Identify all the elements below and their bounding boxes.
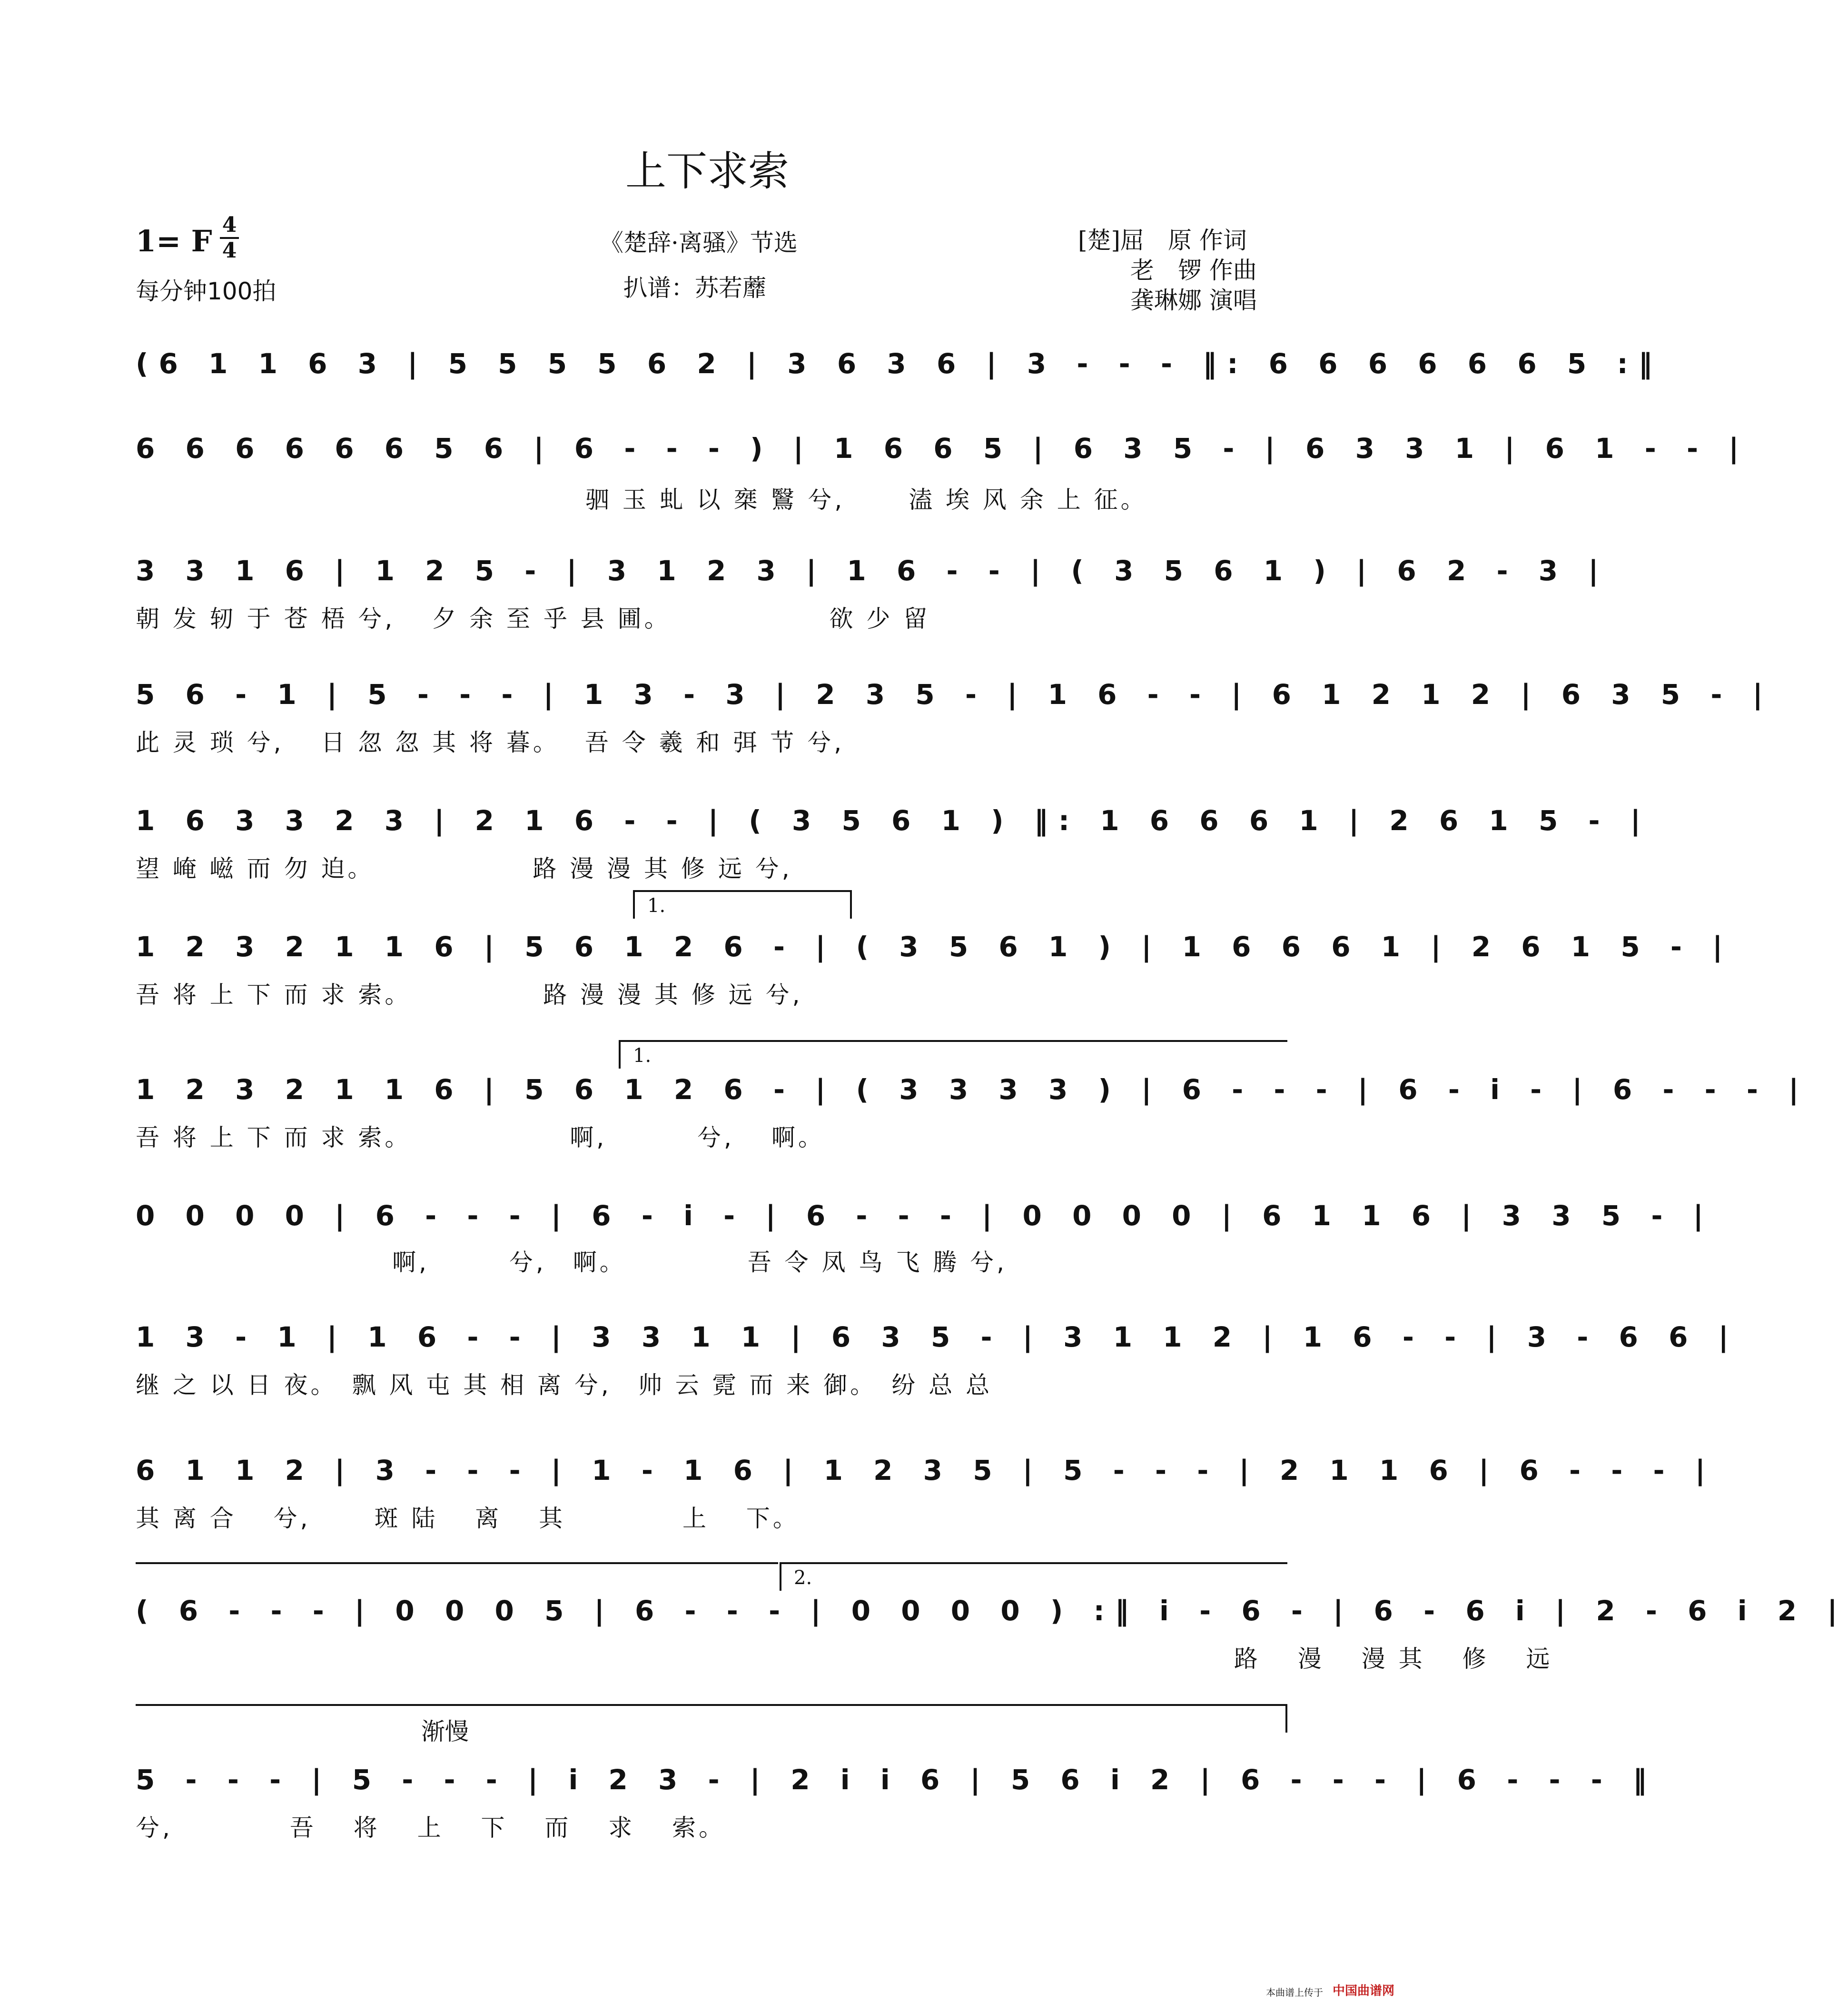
system-12-notes: 5 - - - | 5 - - - | i 2 3 - | 2 i i 6 | 5 6 i 2 | 6 - - - | 6 - - - ‖ (136, 1764, 1658, 1796)
system-5-lyrics: 望 崦 嵫 而 勿 迫。 路 漫 漫 其 修 远 兮, (136, 855, 792, 882)
key-signature: 1= F (136, 224, 212, 258)
volta-1b-bracket-left (619, 1040, 621, 1069)
system-3-lyrics: 朝 发 轫 于 苍 梧 兮, 夕 余 至 乎 县 圃。 欲 少 留 (136, 605, 930, 633)
repeat-bracket-top (136, 1562, 778, 1564)
system-1-notes: (6 1 1 6 3 | 5 5 5 5 6 2 | 3 6 3 6 | 3 - - - ‖: 6 6 6 6 6 6 5 :‖ (136, 347, 1663, 380)
system-6-notes: 1 2 3 2 1 1 6 | 5 6 1 2 6 - | ( 3 5 6 1 ) | 1 6 6 6 1 | 2 6 1 5 - | (136, 931, 1733, 963)
volta-2-bracket-left (780, 1562, 781, 1591)
ritardando-marking: 渐慢 (421, 1718, 469, 1745)
upload-note: 本曲谱上传于 (1266, 1987, 1323, 1998)
lyricist-credit: [楚]屈 原 作词 (1078, 227, 1247, 254)
system-11-lyrics: 路 漫 漫 其 修 远 (797, 1645, 1553, 1673)
volta-1-bracket-right (850, 890, 852, 919)
system-4-lyrics: 此 灵 琐 兮, 日 忽 忽 其 将 暮。 吾 令 羲 和 弭 节 兮, (136, 729, 845, 756)
system-11-notes: ( 6 - - - | 0 0 0 5 | 6 - - - | 0 0 0 0 ) :‖ i - 6 - | 6 - 6 i | 2 - 6 i 2 | (136, 1595, 1848, 1627)
system-9-notes: 1 3 - 1 | 1 6 - - | 3 3 1 1 | 6 3 5 - | 3 1 1 2 | 1 6 - - | 3 - 6 6 | (136, 1321, 1739, 1353)
system-2-notes: 6 6 6 6 6 6 5 6 | 6 - - - ) | 1 6 6 5 | 6 3 5 - | 6 3 3 1 | 6 1 - - | (136, 432, 1749, 465)
performer-credit: 龚琳娜 演唱 (1130, 287, 1257, 314)
time-signature-bottom: 4 (222, 238, 237, 263)
system-8-lyrics: 啊, 兮, 啊。 吾 令 凤 鸟 飞 腾 兮, (286, 1249, 1008, 1276)
volta-2-bracket-top (780, 1562, 1287, 1564)
volta-1-bracket-left (633, 890, 635, 919)
score-title: 上下求索 (625, 148, 789, 195)
site-logo: 中国曲谱网 (1333, 1984, 1395, 1998)
time-signature (220, 214, 239, 262)
source-text: 《楚辞·离骚》节选 (600, 229, 798, 257)
system-5-notes: 1 6 3 3 2 3 | 2 1 6 - - | ( 3 5 6 1 ) ‖: 1 6 6 6 1 | 2 6 1 5 - | (136, 804, 1651, 837)
system-7-lyrics: 吾 将 上 下 而 求 索。 啊, 兮, 啊。 (136, 1124, 825, 1151)
tempo-marking: 每分钟100拍 (136, 278, 277, 305)
volta-1-bracket-top (633, 890, 852, 892)
system-10-lyrics: 其 离 合 兮, 斑 陆 离 其 上 下。 (136, 1505, 800, 1532)
system-10-notes: 6 1 1 2 | 3 - - - | 1 - 1 6 | 1 2 3 5 | 5 - - - | 2 1 1 6 | 6 - - - | (136, 1454, 1716, 1487)
transcriber-credit: 扒谱：苏若蘼 (623, 274, 766, 302)
system-4-notes: 5 6 - 1 | 5 - - - | 1 3 - 3 | 2 3 5 - | 1 6 - - | 6 1 2 1 2 | 6 3 5 - | (136, 678, 1773, 711)
composer-credit: 老 锣 作曲 (1130, 257, 1257, 284)
system-3-notes: 3 3 1 6 | 1 2 5 - | 3 1 2 3 | 1 6 - - | ( 3 5 6 1 ) | 6 2 - 3 | (136, 555, 1609, 587)
system-2-lyrics: 驷 玉 虬 以 椉 鷖 兮, 溘 埃 风 余 上 征。 (585, 486, 1147, 514)
system-7-notes: 1 2 3 2 1 1 6 | 5 6 1 2 6 - | ( 3 3 3 3 ) | 6 - - - | 6 - i - | 6 - - - | (136, 1073, 1809, 1106)
system-8-notes: 0 0 0 0 | 6 - - - | 6 - i - | 6 - - - | 0 0 0 0 | 6 1 1 6 | 3 3 5 - | (136, 1199, 1714, 1232)
volta-1b-bracket-top (619, 1040, 1287, 1042)
volta-1b-label: 1. (633, 1045, 652, 1067)
system-9-lyrics: 继 之 以 日 夜。 飘 风 屯 其 相 离 兮, 帅 云 霓 而 来 御。 纷 总 总 (136, 1371, 993, 1399)
time-signature-top: 4 (222, 213, 237, 237)
volta-1-label: 1. (647, 895, 666, 917)
system-6-lyrics: 吾 将 上 下 而 求 索。 路 漫 漫 其 修 远 兮, (136, 981, 803, 1009)
system-12-lyrics: 兮, 吾 将 上 下 而 求 索。 (136, 1814, 726, 1842)
system-12-bracket-top (136, 1704, 1287, 1706)
volta-2-label: 2. (794, 1567, 812, 1589)
system-12-bracket-right (1285, 1704, 1287, 1733)
